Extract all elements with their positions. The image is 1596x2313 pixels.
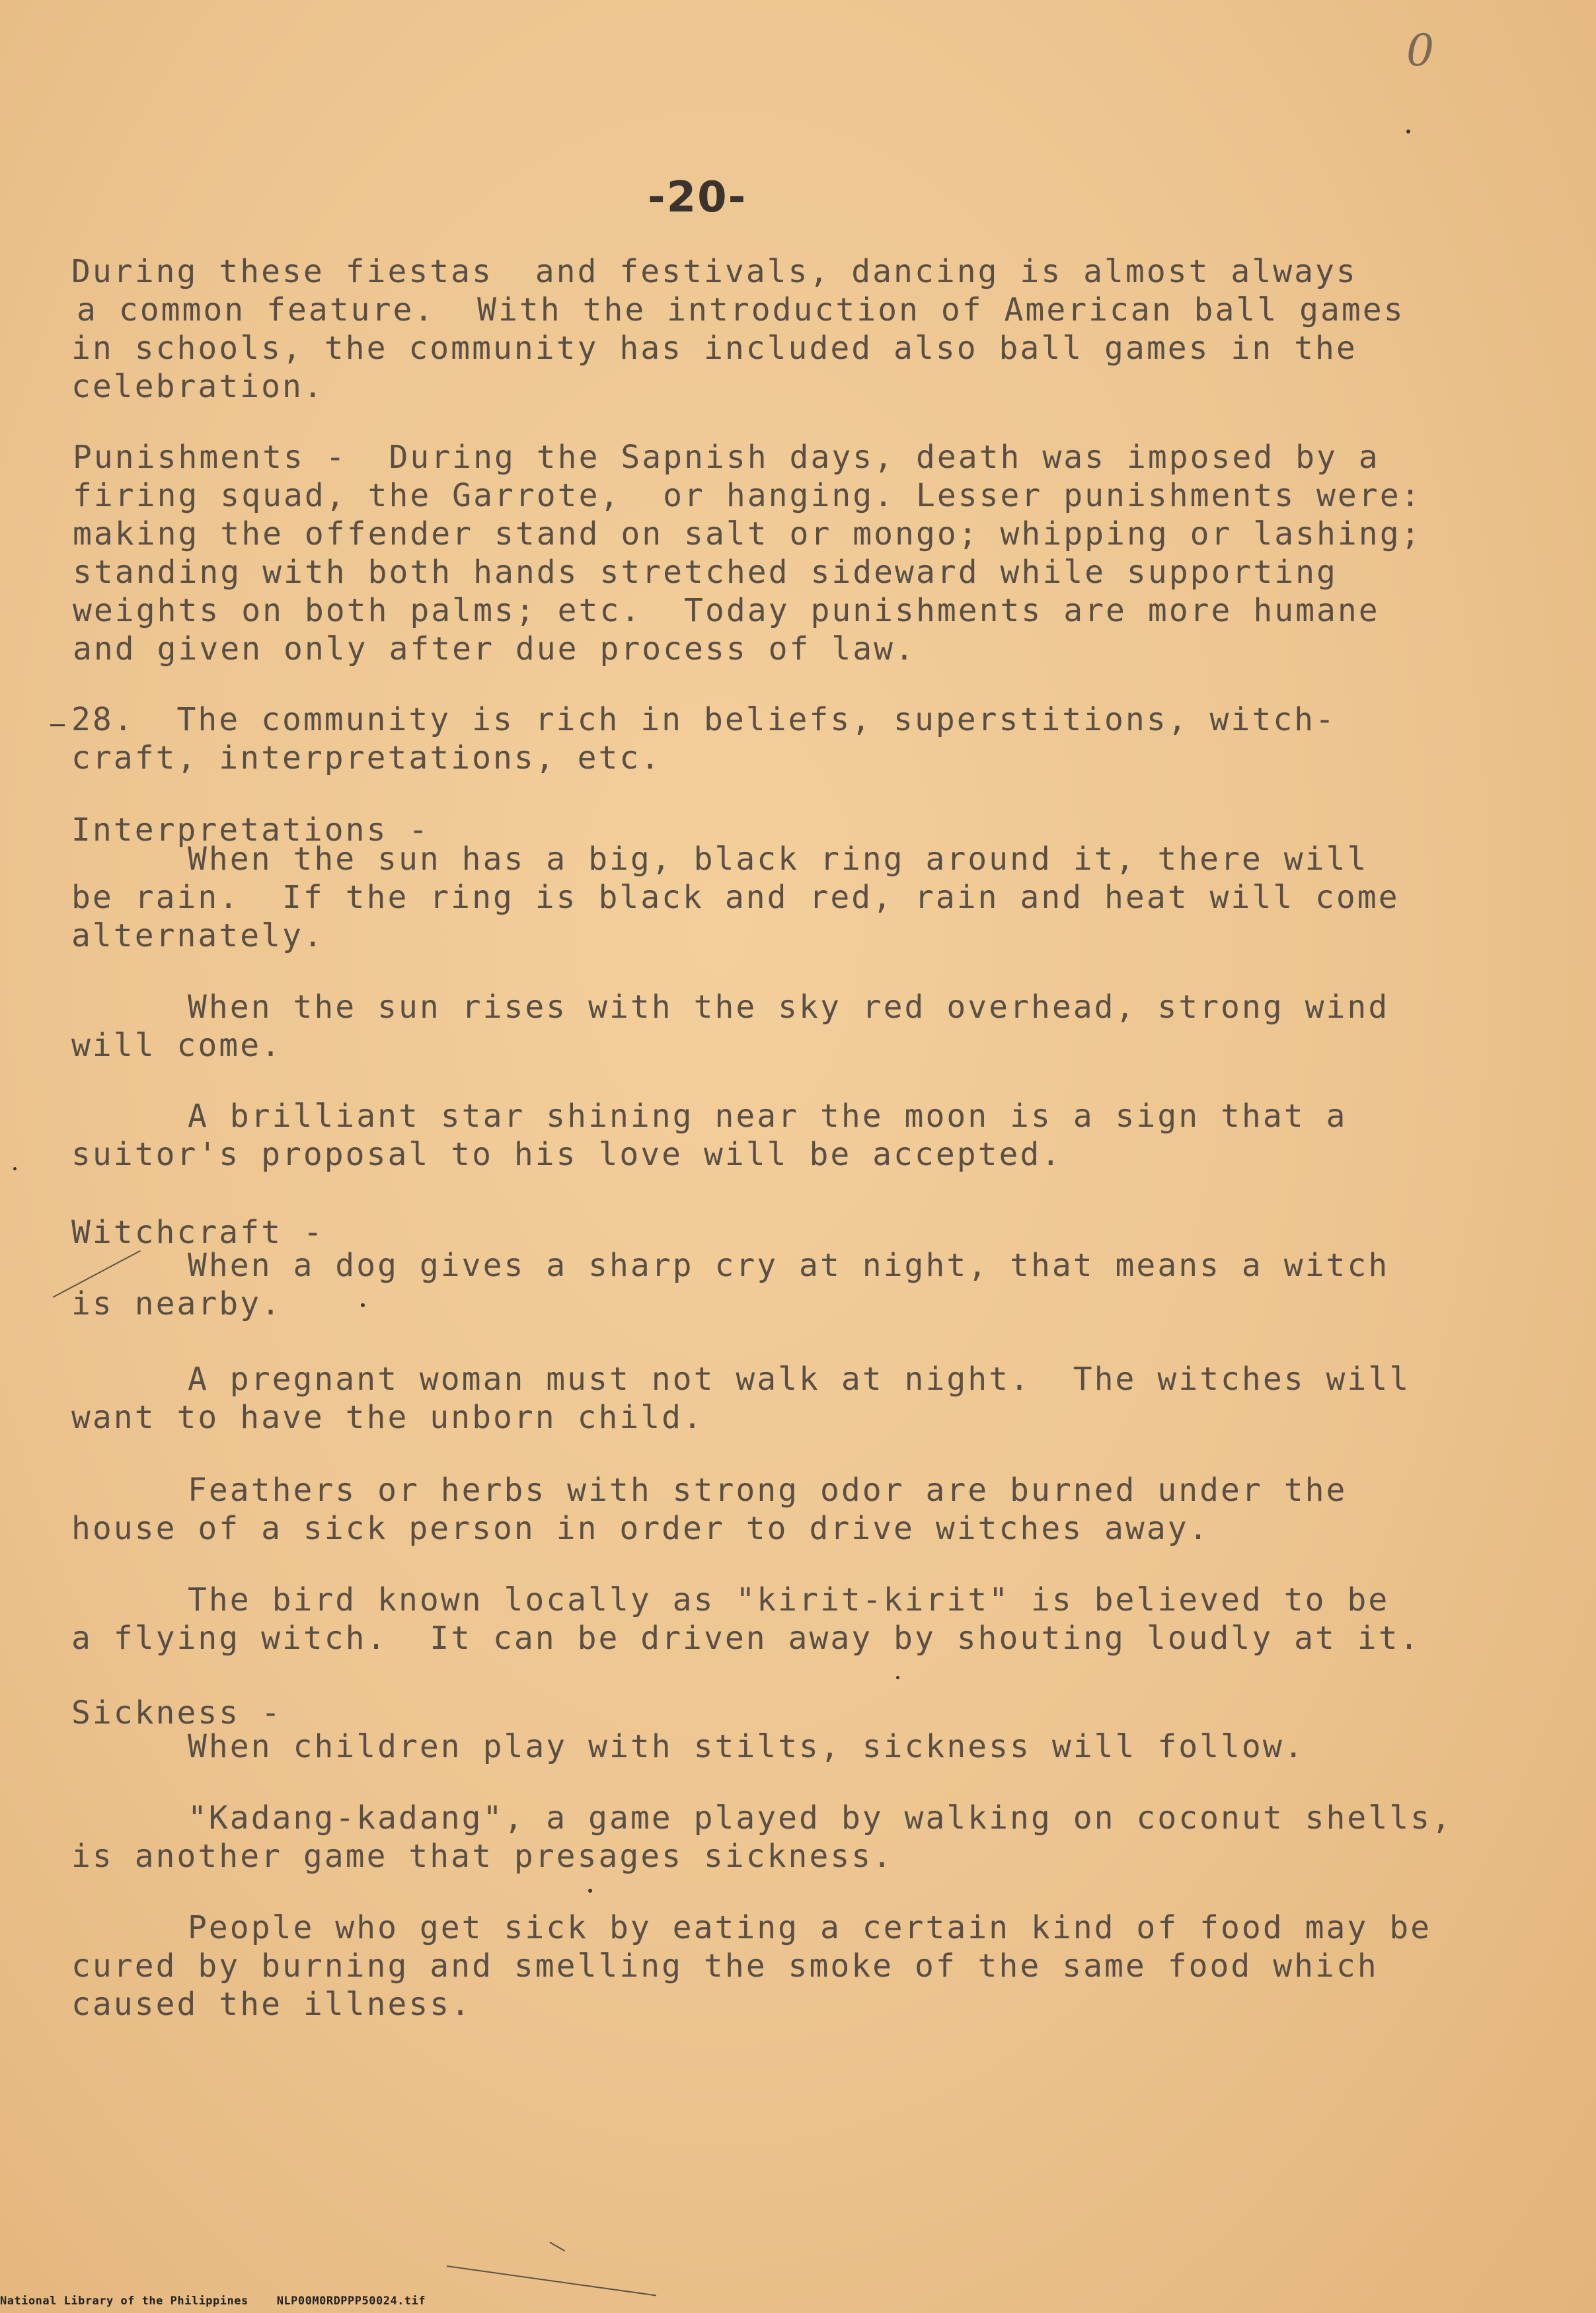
ink-speck: [588, 1889, 592, 1893]
section-heading: Interpretations -: [71, 812, 430, 849]
library-credit: National Library of the Philippines: [0, 2294, 248, 2308]
text-line: "Kadang-kadang", a game played by walking on coconut shells,: [188, 1800, 1453, 1837]
text-line: in schools, the community has included also ball games in the: [71, 330, 1357, 367]
text-line: craft, interpretations, etc.: [71, 739, 662, 777]
text-line: will come.: [71, 1027, 282, 1064]
text-line: 28. The community is rich in beliefs, superstitions, witch-: [71, 701, 1336, 738]
scan-footer: [0, 2294, 426, 2308]
scan-filename: NLP00M0RDPPP50024.tif: [276, 2294, 426, 2308]
corner-mark: 0: [1406, 25, 1434, 76]
text-line: is nearby.: [71, 1285, 282, 1322]
text-line: a common feature. With the introduction of American ball games: [77, 291, 1405, 328]
text-line: The bird known locally as "kirit-kirit" is believed to be: [188, 1581, 1390, 1618]
text-line: standing with both hands stretched sideward while supporting: [73, 554, 1338, 591]
text-line: want to have the unborn child.: [71, 1399, 704, 1436]
text-line: cured by burning and smelling the smoke of the same food which: [71, 1948, 1379, 1985]
text-line: People who get sick by eating a certain kind of food may be: [188, 1909, 1432, 1946]
text-line: making the offender stand on salt or mongo; whipping or lashing;: [73, 515, 1422, 552]
text-line: A brilliant star shining near the moon is a sign that a: [188, 1098, 1348, 1135]
text-line: firing squad, the Garrote, or hanging. Lesser punishments were:: [73, 477, 1422, 514]
text-line: celebration.: [71, 368, 324, 405]
text-line: During these fiestas and festivals, dancing is almost always: [71, 253, 1357, 290]
text-line: be rain. If the ring is black and red, rain and heat will come: [71, 879, 1400, 916]
text-line: is another game that presages sickness.: [71, 1838, 894, 1875]
text-line: alternately.: [71, 917, 324, 954]
pencil-mark: [550, 2242, 566, 2252]
pencil-mark: [447, 2265, 656, 2296]
text-line: Punishments - During the Sapnish days, death was imposed by a: [73, 439, 1380, 476]
text-line: When a dog gives a sharp cry at night, that means a witch: [188, 1247, 1390, 1284]
text-line: and given only after due process of law.: [73, 630, 916, 667]
text-line: caused the illness.: [71, 1986, 473, 2023]
section-heading: Witchcraft -: [71, 1214, 324, 1251]
text-line: When the sun rises with the sky red overhead, strong wind: [188, 989, 1390, 1026]
text-line: weights on both palms; etc. Today punishments are more humane: [73, 592, 1380, 629]
text-line: suitor's proposal to his love will be accepted.: [71, 1136, 1063, 1173]
ink-speck: [1406, 130, 1410, 133]
text-line: A pregnant woman must not walk at night. The witches will: [188, 1361, 1411, 1398]
ink-speck: [13, 1167, 17, 1170]
page-number: -20-: [648, 173, 747, 222]
text-line: Feathers or herbs with strong odor are burned under the: [188, 1472, 1348, 1509]
margin-dash-mark: [50, 724, 65, 726]
ink-speck: [896, 1676, 899, 1679]
text-line: a flying witch. It can be driven away by shouting loudly at it.: [71, 1620, 1421, 1657]
text-line: house of a sick person in order to drive witches away.: [71, 1510, 1210, 1547]
section-heading: Sickness -: [71, 1694, 282, 1731]
text-line: When children play with stilts, sickness will follow.: [188, 1728, 1305, 1765]
ink-speck: [361, 1303, 365, 1307]
text-line: When the sun has a big, black ring around it, there will: [188, 841, 1369, 878]
